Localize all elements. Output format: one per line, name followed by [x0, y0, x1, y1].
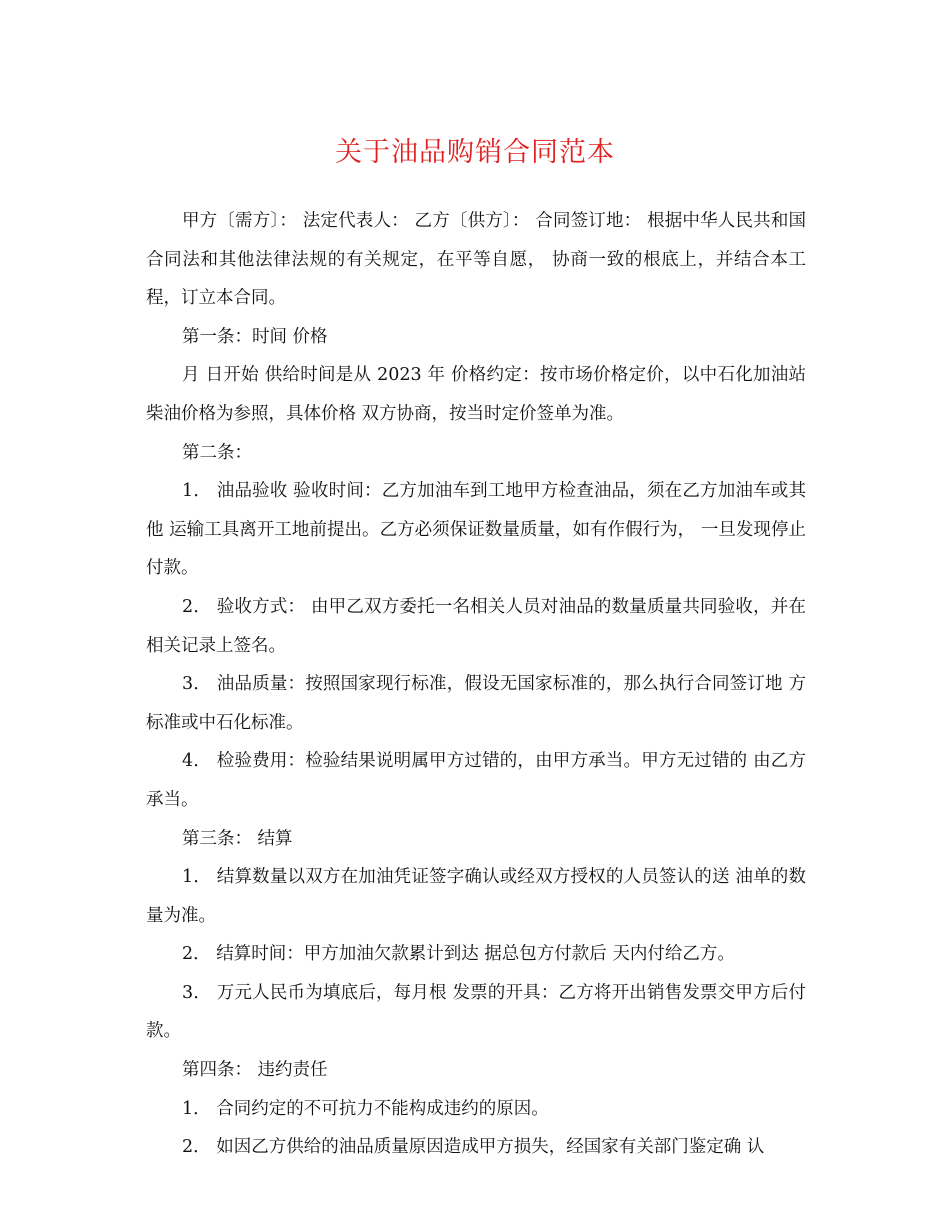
paragraph-inspection-method: 2． 验收方式： 由甲乙双方委托一名相关人员对油品的数量质量共同验收，并在相关记录上签名。	[146, 596, 806, 656]
paragraph-oil-quality: 3． 油品质量：按照国家现行标准，假设无国家标准的，那么执行合同签订地 方标准或中石化标准。	[146, 674, 806, 733]
document-title: 关于油品购销合同范本	[335, 137, 615, 168]
heading-article-1: 第一条：时间 价格	[182, 326, 328, 347]
paragraph-inspection-fee: 4． 检验费用：检验结果说明属甲方过错的，由甲方承当。甲方无过错的 由乙方承当。	[146, 751, 806, 810]
paragraph-parties: 甲方〔需方〕： 法定代表人： 乙方〔供方〕： 合同签订地： 根据中华人民共和国合同法和其他法律法规的有关规定，在平等自愿， 协商一致的根底上，并结合本工程，订立本合同。	[146, 211, 806, 309]
document-body	[146, 202, 806, 1167]
paragraph-invoice: 3． 万元人民币为填底后，每月根 发票的开具：乙方将开出销售发票交甲方后付款。	[146, 982, 806, 1042]
paragraph-settlement-time: 2． 结算时间：甲方加油欠款累计到达 据总包方付款后 天内付给乙方。	[182, 944, 735, 965]
heading-article-4: 第四条： 违约责任	[182, 1060, 328, 1081]
paragraph-inspection-time: 1． 油品验收 验收时间：乙方加油车到工地甲方检查油品，须在乙方加油车或其他 运输工具离开工地前提出。乙方必须保证数量质量，如有作假行为， 一旦发现停止付款。	[146, 481, 806, 579]
paragraph-force-majeure: 1． 合同约定的不可抗力不能构成违约的原因。	[182, 1098, 549, 1119]
paragraph-time-price: 月 日开始 供给时间是从 2023 年 价格约定：按市场价格定价，以中石化加油站柴油价格为参照，具体价格 双方协商，按当时定价签单为准。	[146, 365, 806, 424]
paragraph-quality-loss: 2． 如因乙方供给的油品质量原因造成甲方损失，经国家有关部门鉴定确 认	[182, 1137, 765, 1158]
heading-article-3: 第三条： 结算	[182, 828, 293, 849]
heading-article-2: 第二条：	[182, 442, 252, 463]
paragraph-settlement-quantity: 1． 结算数量以双方在加油凭证签字确认或经双方授权的人员签认的送 油单的数量为准。	[146, 867, 806, 926]
